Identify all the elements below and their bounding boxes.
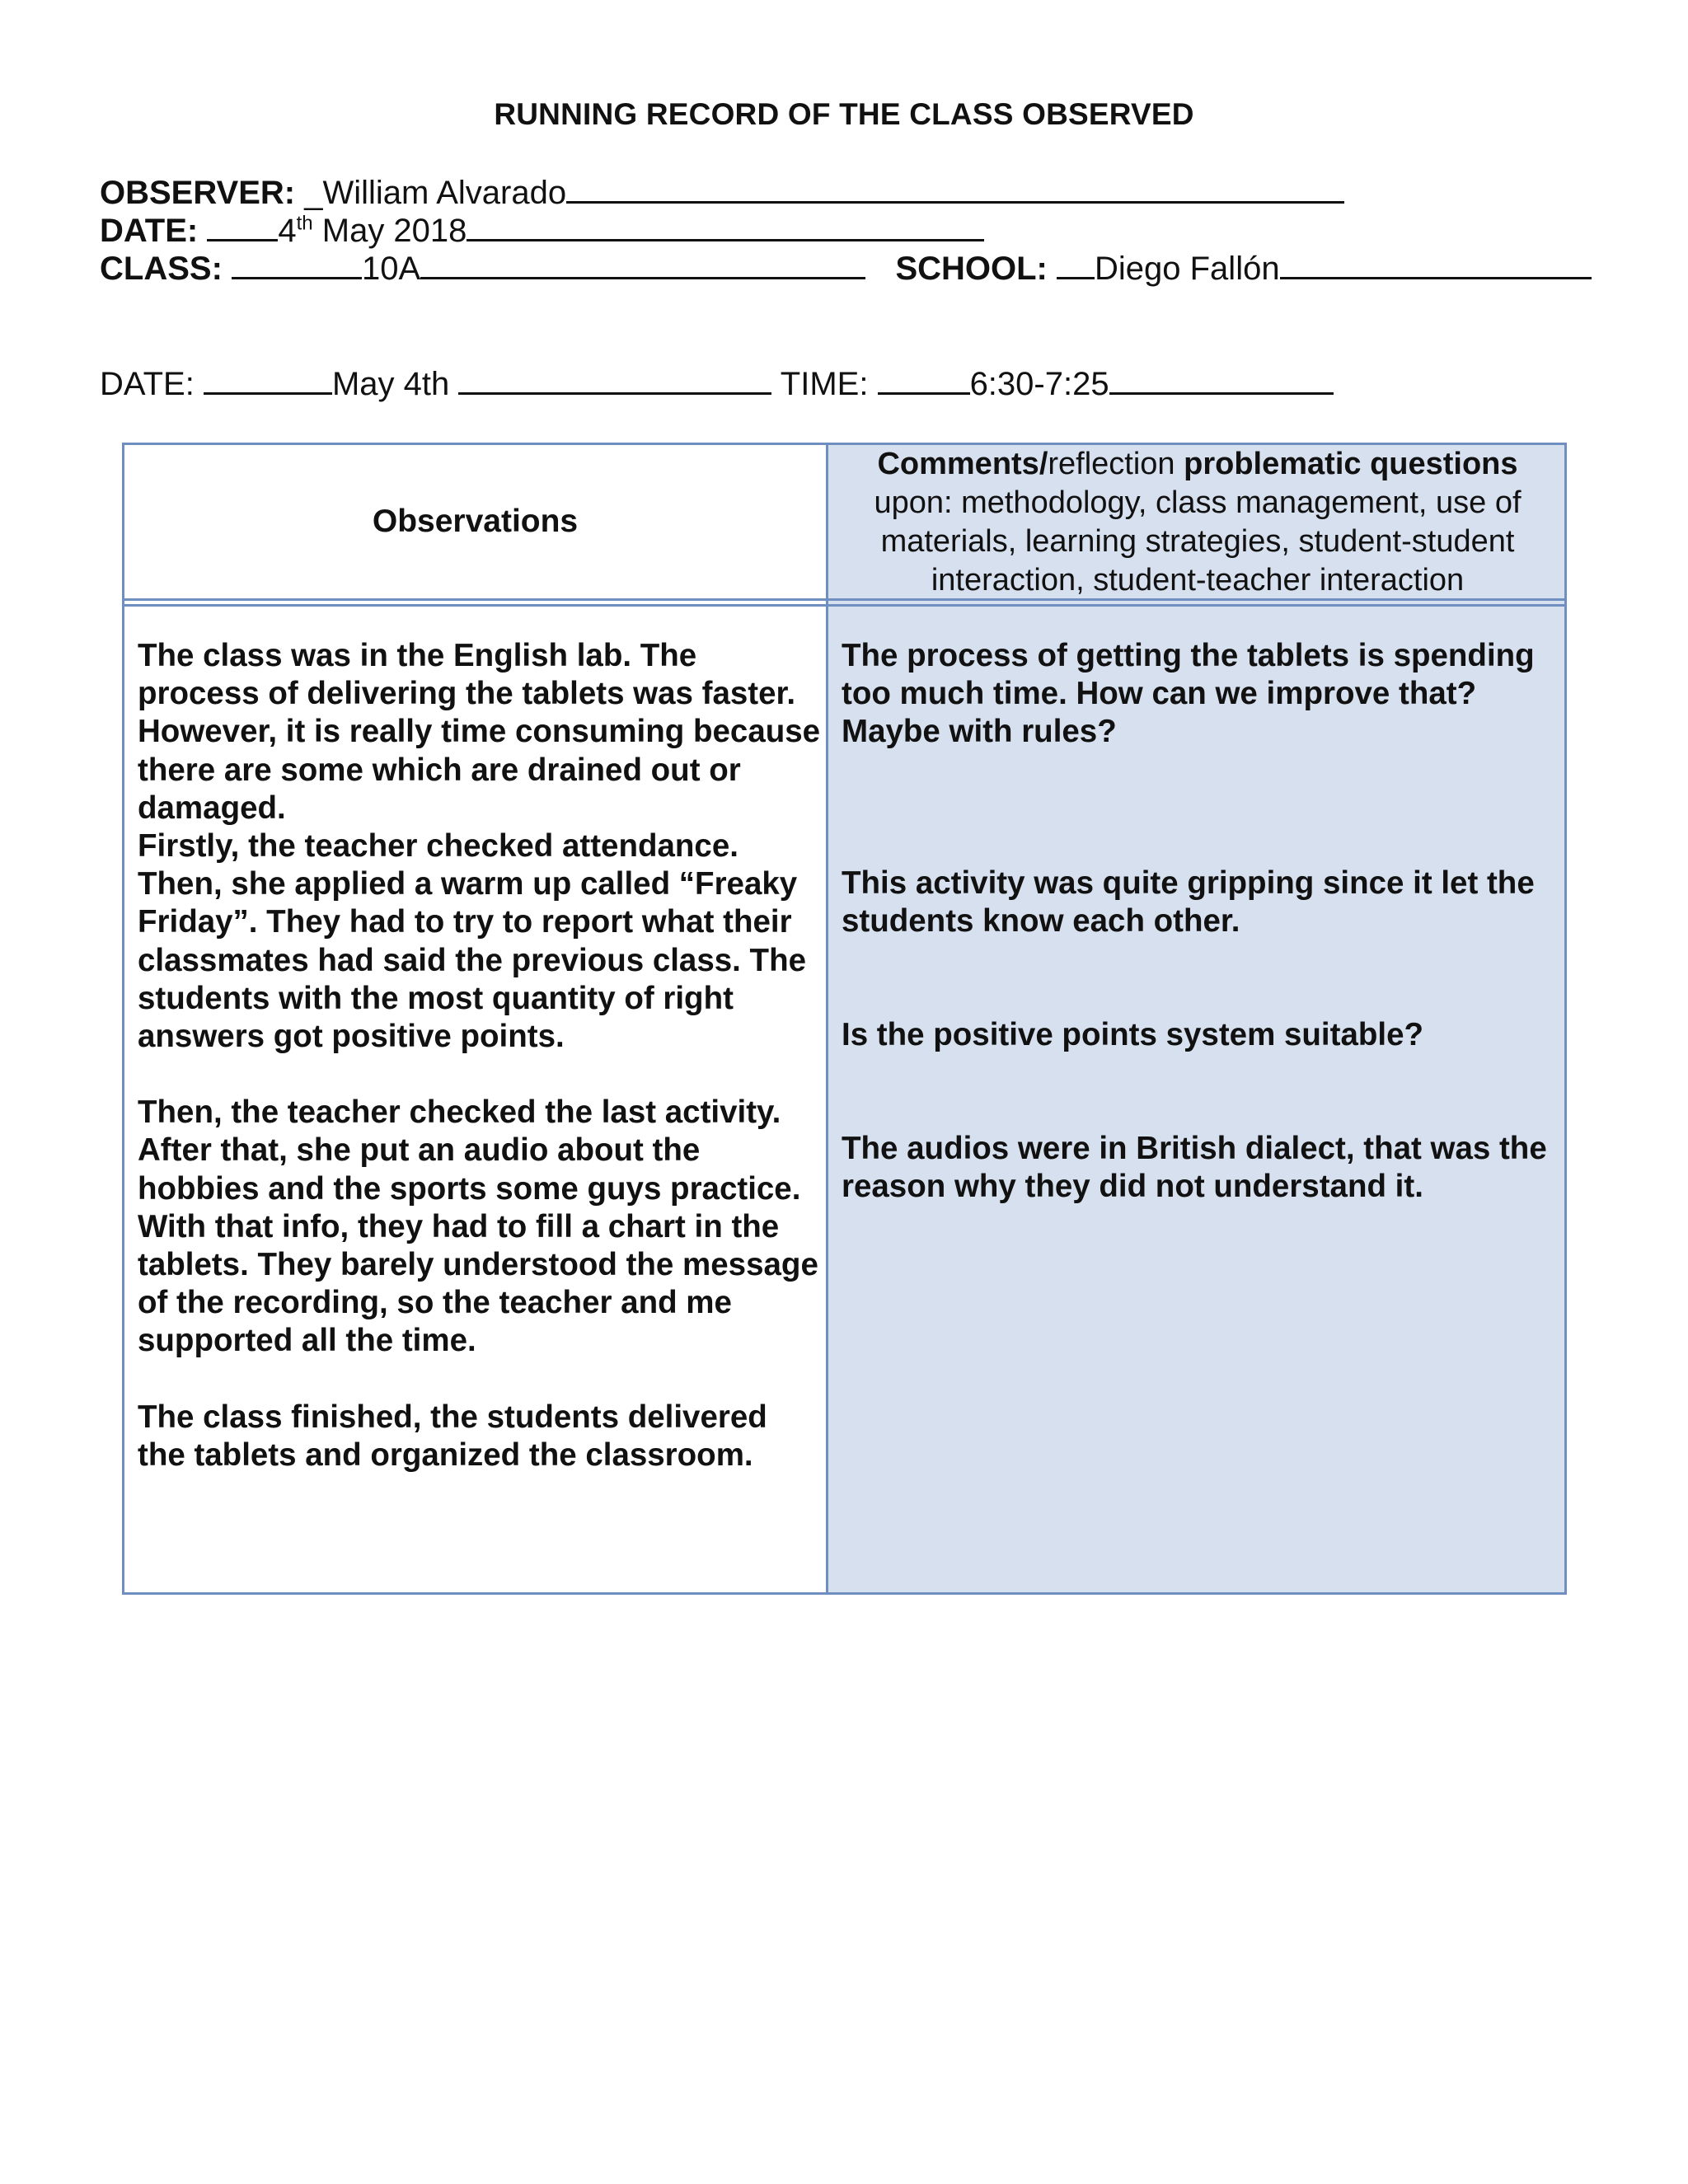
observation-paragraph: Firstly, the teacher checked attendance. Then, she applied a warm up called “Freaky Friday”. They had to try to report what their classmates had said the previous class. The students with the most quantity of right answers got positive points. (138, 828, 807, 1055)
class-value: 10A (362, 251, 421, 287)
observations-body (138, 637, 822, 1474)
date-line (100, 211, 984, 251)
observation-table (122, 443, 1567, 1595)
session-line (100, 364, 1334, 404)
comments-header-bold2: problematic questions (1184, 447, 1518, 481)
date-underline (467, 211, 984, 241)
document-title: RUNNING RECORD OF THE CLASS OBSERVED (494, 97, 1194, 131)
school-underline-pre (1057, 249, 1095, 279)
session-date-underline-pre (204, 364, 332, 395)
school-value: Diego Fallón (1095, 251, 1280, 287)
header-divider-double (124, 604, 1564, 607)
class-underline (420, 249, 865, 279)
session-time-underline-pre (878, 364, 970, 395)
comment-entry: Is the positive points system suitable? (842, 1017, 1424, 1052)
session-date-underline (458, 364, 771, 395)
observer-underline (566, 173, 1344, 204)
comments-header-rest: upon: methodology, class management, use of materials, learning strategies, student-student interaction, student-teacher interaction (874, 485, 1522, 598)
comment-entry: This activity was quite gripping since it let the students know each other. (842, 865, 1535, 940)
observation-paragraph: The class was in the English lab. The process of delivering the tablets was faster. However, it is really time consuming because there are some which are drained out or damaged. (138, 638, 821, 826)
observer-line (100, 173, 1344, 213)
class-line (100, 249, 1592, 288)
observation-paragraph: Then, the teacher checked the last activity. After that, she put an audio about the hobbies and the sports some guys practice. With that info, they had to fill a chart in the tablets. They barely understood the message of the recording, so the teacher and me supported all the time. (138, 1094, 818, 1359)
comments-header-normal1: reflection (1048, 447, 1184, 481)
date-value-day: 4 (278, 213, 297, 249)
date-underline-pre (207, 211, 278, 241)
session-time-underline (1109, 364, 1334, 395)
observer-label: OBSERVER: (100, 175, 296, 211)
session-time-label: TIME: (780, 366, 869, 402)
class-label: CLASS: (100, 251, 223, 287)
session-time-value: 6:30-7:25 (969, 366, 1109, 402)
comment-entry: The process of getting the tablets is spending too much time. How can we improve that? Maybe with rules? (842, 638, 1535, 750)
session-date-label: DATE: (100, 366, 195, 402)
school-underline (1280, 249, 1592, 279)
observations-header: Observations (372, 504, 579, 539)
comments-header-bold1: Comments/ (877, 447, 1048, 481)
observation-paragraph: The class finished, the students delivered the tablets and organized the classroom. (138, 1399, 767, 1473)
date-value-sup: th (296, 212, 313, 235)
session-date-value: May 4th (331, 366, 450, 402)
date-value-rest: May 2018 (312, 213, 467, 249)
date-label: DATE: (100, 213, 199, 249)
class-underline-pre (232, 249, 362, 279)
comments-header (835, 445, 1560, 598)
comment-entry: The audios were in British dialect, that was the reason why they did not understand it. (842, 1131, 1547, 1205)
column-divider (826, 445, 828, 1592)
observer-value: _William Alvarado (304, 175, 567, 211)
school-label: SCHOOL: (895, 251, 1048, 287)
